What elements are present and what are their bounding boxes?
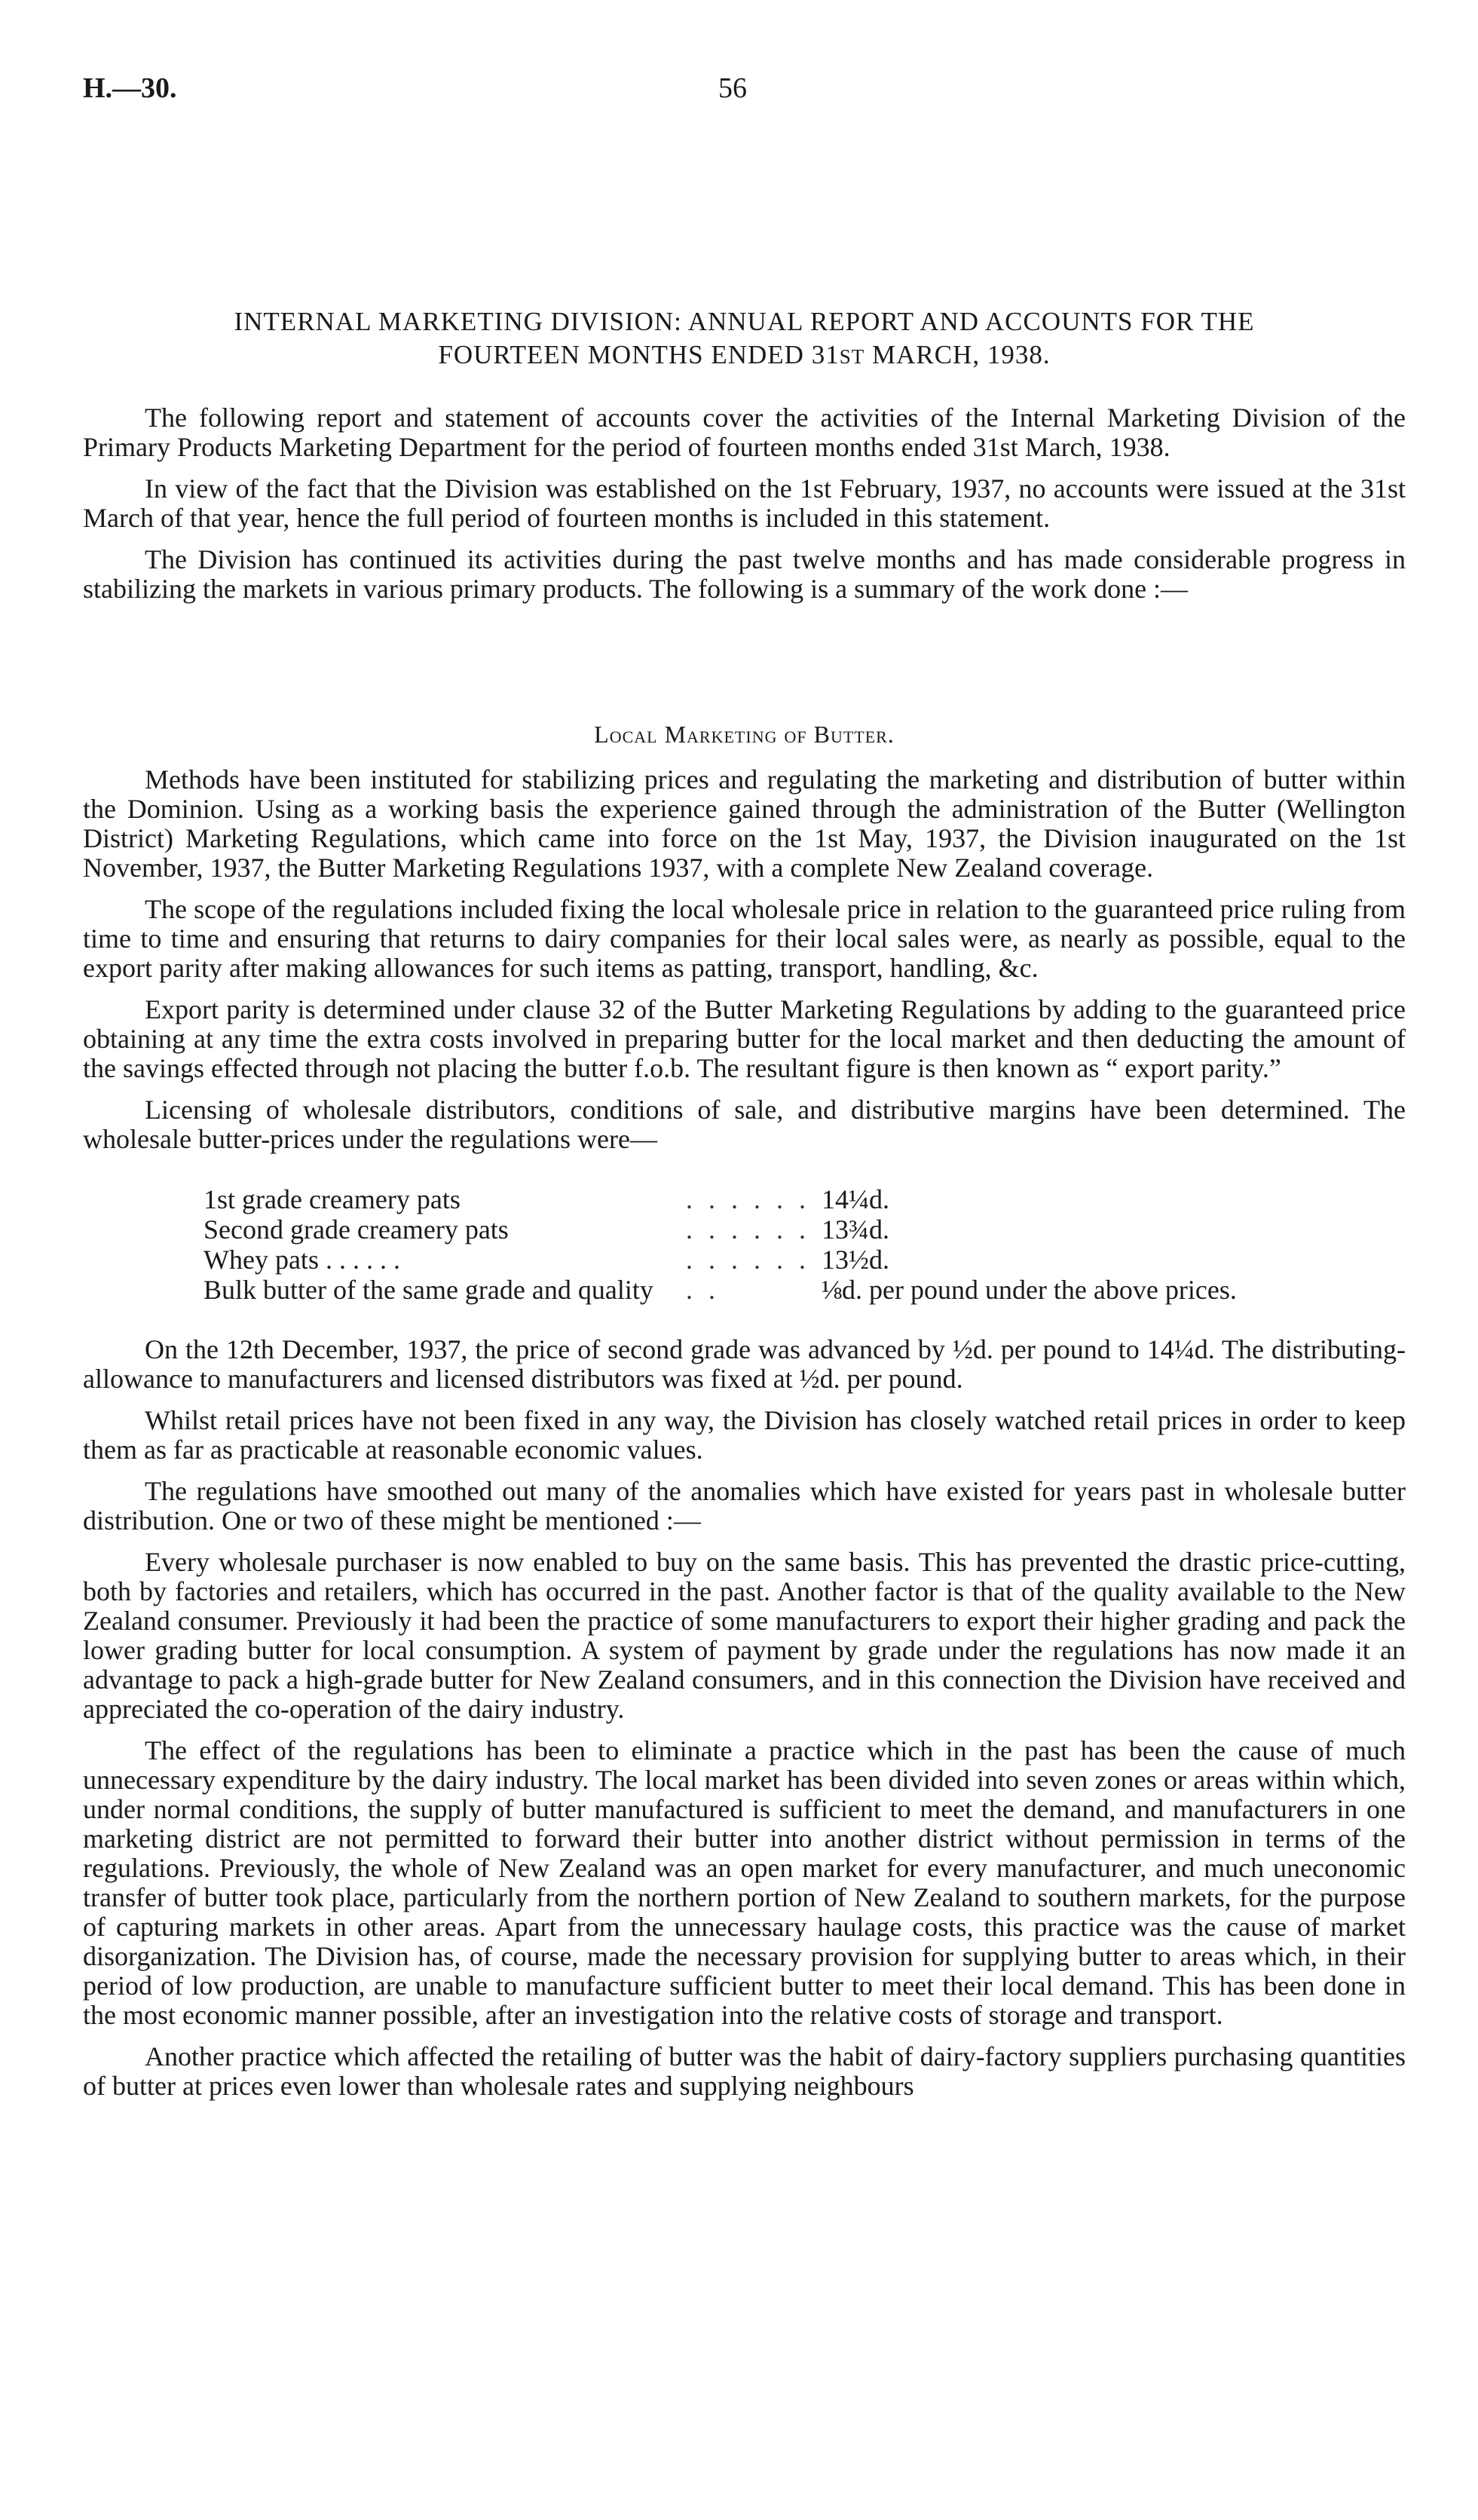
price-grade: Whey pats . . . . . . xyxy=(203,1245,400,1275)
price-row xyxy=(203,1184,1406,1214)
body-paragraph: Whilst retail prices have not been fixed in any way, the Division has closely watched retail prices in order to keep them as far as practicable at reasonable economic values. xyxy=(83,1405,1406,1465)
leader-dots: . . . . . . xyxy=(686,1214,810,1245)
title-line-2-main: FOURTEEN MONTHS ENDED 31 xyxy=(438,340,840,369)
running-head xyxy=(83,72,1406,117)
body-paragraph: Export parity is determined under clause 32 of the Butter Marketing Regulations by adding to the guaranteed price obtaining at any time the extra costs involved in preparing butter for the local market and then deducting the amount of the savings effected through not placing the butter f.o.b. The resultant figure is then known as “ export parity.” xyxy=(83,994,1406,1083)
butter-section-continued xyxy=(83,1335,1406,2101)
leader-dots: . . . . . . xyxy=(686,1245,810,1275)
body-paragraph: Licensing of wholesale distributors, conditions of sale, and distributive margins have been determined. The wholesale butter-prices under the regulations were— xyxy=(83,1095,1406,1154)
price-grade: 1st grade creamery pats xyxy=(203,1184,461,1214)
price-value: ⅛d. per pound under the above prices. xyxy=(822,1275,1237,1305)
price-row xyxy=(203,1214,1406,1245)
intro-paragraph: The following report and statement of accounts cover the activities of the Internal Marketing Division of the Primary Products Marketing Department for the period of fourteen months ended 31st March, 1938. xyxy=(83,403,1406,462)
wholesale-price-table xyxy=(203,1184,1406,1305)
body-paragraph: The scope of the regulations included fixing the local wholesale price in relation to the guaranteed price ruling from time to time and ensuring that returns to dairy companies for their local sales were, as nearly as possible, equal to the export parity after making allowances for such items as patting, transport, handling, &c. xyxy=(83,894,1406,983)
intro-paragraph: The Division has continued its activities during the past twelve months and has made considerable progress in stabilizing the markets in various primary products. The following is a summary of the work done :— xyxy=(83,544,1406,604)
section-heading: Local Marketing of Butter. xyxy=(594,721,895,748)
body-paragraph: On the 12th December, 1937, the price of second grade was advanced by ½d. per pound to 14¼d. The distributing-allowance to manufacturers and licensed distributors was fixed at ½d. per pound. xyxy=(83,1334,1406,1394)
price-row xyxy=(203,1275,1406,1305)
document-page xyxy=(83,72,1406,2101)
title-line-1: INTERNAL MARKETING DIVISION: ANNUAL REPORT AND ACCOUNTS FOR THE xyxy=(234,307,1255,336)
title-line-2-end: MARCH, 1938. xyxy=(864,340,1051,369)
body-paragraph: The effect of the regulations has been to eliminate a practice which in the past has been the cause of much unnecessary expenditure by the dairy industry. The local market has been divided into seven zones or areas within which, under normal conditions, the supply of butter manufactured is sufficient to meet the demand, and manufacturers in one marketing district are not permitted to forward their butter into another district without permission in terms of the regulations. Previously, the whole of New Zealand was an open market for every manufacturer, and much uneconomic transfer of butter took place, particularly from the northern portion of New Zealand to southern markets, for the purpose of capturing markets in other areas. Apart from the unnecessary haulage costs, this practice was the cause of market disorganization. The Division has, of course, made the necessary provision for supplying butter to areas which, in their period of low production, are unable to manufacture sufficient butter to meet their local demand. This has been done in the most economic manner possible, after an investigation into the relative costs of storage and transport. xyxy=(83,1735,1406,2030)
document-code: H.—30. xyxy=(83,72,177,104)
intro-section xyxy=(83,403,1406,604)
body-paragraph: The regulations have smoothed out many of the anomalies which have existed for years past in wholesale butter distribution. One or two of these might be mentioned :— xyxy=(83,1476,1406,1536)
price-value: 13½d. xyxy=(822,1245,889,1275)
title-line-2-suffix: ST xyxy=(839,345,865,368)
price-row xyxy=(203,1245,1406,1275)
price-grade: Bulk butter of the same grade and quality xyxy=(203,1275,653,1305)
intro-paragraph: In view of the fact that the Division was established on the 1st February, 1937, no accounts were issued at the 31st March of that year, hence the full period of fourteen months is included in this statement. xyxy=(83,473,1406,533)
report-title xyxy=(83,305,1406,373)
butter-section-body xyxy=(83,765,1406,1154)
price-grade: Second grade creamery pats xyxy=(203,1214,509,1245)
price-value: 14¼d. xyxy=(822,1184,889,1214)
leader-dots: . . . . . . xyxy=(686,1184,810,1214)
page-number: 56 xyxy=(718,72,747,104)
leader-dots: . . xyxy=(686,1275,720,1305)
body-paragraph: Another practice which affected the retailing of butter was the habit of dairy-factory suppliers purchasing quantities of butter at prices even lower than wholesale rates and supplying neighbours xyxy=(83,2041,1406,2101)
body-paragraph: Every wholesale purchaser is now enabled to buy on the same basis. This has prevented the drastic price-cutting, both by factories and retailers, which has occurred in the past. Another factor is that of the quality available to the New Zealand consumer. Previously it had been the practice of some manufacturers to export their higher grading and pack the lower grading butter for local consumption. A system of payment by grade under the regulations has now made it an advantage to pack a high-grade butter for New Zealand consumers, and in this connection the Division have received and appreciated the co-operation of the dairy industry. xyxy=(83,1547,1406,1724)
price-value: 13¾d. xyxy=(822,1214,889,1245)
title-line-2 xyxy=(83,338,1406,373)
body-paragraph: Methods have been instituted for stabilizing prices and regulating the marketing and distribution of butter within the Dominion. Using as a working basis the experience gained through the administration of the Butter (Wellington District) Marketing Regulations, which came into force on the 1st May, 1937, the Division inaugurated on the 1st November, 1937, the Butter Marketing Regulations 1937, with a complete New Zealand coverage. xyxy=(83,764,1406,883)
